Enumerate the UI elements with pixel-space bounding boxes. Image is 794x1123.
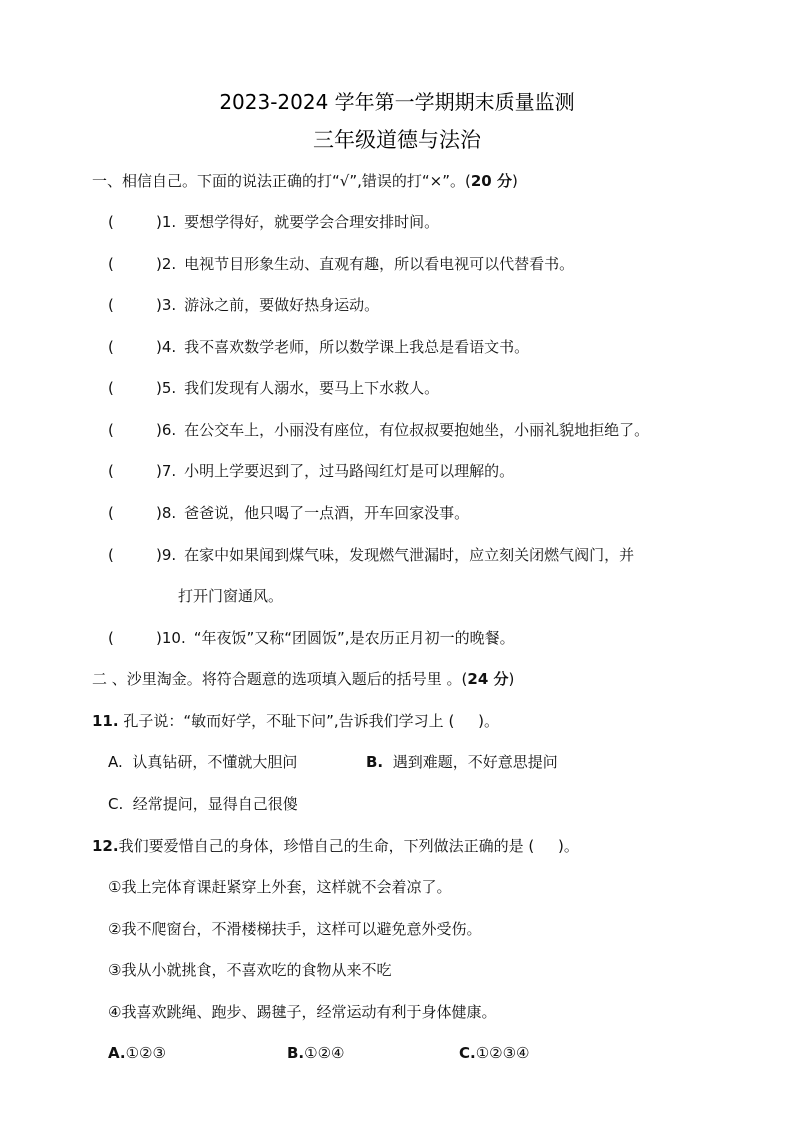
q11-option-a: A. 认真钻研，不懂就大胆问: [108, 753, 298, 771]
q12-statement-2: ②我不爬窗台，不滑楼梯扶手，这样可以避免意外受伤。: [108, 920, 482, 938]
tf-item-6: ( )6. 在公交车上，小丽没有座位，有位叔叔要抱她坐，小丽礼貌地拒绝了。: [108, 421, 650, 439]
tf-item-1: ( )1. 要想学得好，就要学会合理安排时间。: [108, 213, 440, 231]
exam-subtitle: 三年级道德与法治: [313, 128, 481, 152]
q12-answer-b: B.①②④: [287, 1044, 345, 1062]
tf-item-10: ( )10. “年夜饭”又称“团圆饭”,是农历正月初一的晚餐。: [108, 629, 515, 647]
q12-answer-a: A.①②③: [108, 1044, 166, 1062]
question-11: 11. 孔子说：“敏而好学，不耻下问”,告诉我们学习上 ( )。: [92, 712, 499, 730]
q12-statement-1: ①我上完体育课赶紧穿上外套，这样就不会着凉了。: [108, 878, 452, 896]
q12-statement-4: ④我喜欢跳绳、跑步、踢毽子，经常运动有利于身体健康。: [108, 1003, 497, 1021]
tf-item-5: ( )5. 我们发现有人溺水，要马上下水救人。: [108, 379, 440, 397]
exam-title: 2023-2024 学年第一学期期末质量监测: [219, 90, 575, 114]
section-2-heading: 二 、沙里淘金。将符合题意的选项填入题后的括号里 。(24 分): [92, 670, 515, 688]
q12-statement-3: ③我从小就挑食，不喜欢吃的食物从来不吃: [108, 961, 392, 979]
tf-item-3: ( )3. 游泳之前，要做好热身运动。: [108, 296, 380, 314]
section-2-score: 24 分: [467, 670, 509, 688]
q12-answer-c: C.①②③④: [459, 1044, 530, 1062]
question-12: 12.我们要爱惜自己的身体，珍惜自己的生命，下列做法正确的是 ( )。: [92, 837, 579, 855]
tf-item-2: ( )2. 电视节目形象生动、直观有趣，所以看电视可以代替看书。: [108, 255, 575, 273]
q11-option-c: C. 经常提问，显得自己很傻: [108, 795, 298, 813]
tf-item-4: ( )4. 我不喜欢数学老师，所以数学课上我总是看语文书。: [108, 338, 530, 356]
tf-item-7: ( )7. 小明上学要迟到了，过马路闯红灯是可以理解的。: [108, 462, 515, 480]
section-1-heading: 一、相信自己。下面的说法正确的打“√”,错误的打“×”。(20 分): [92, 172, 518, 190]
tf-item-9-continuation: 打开门窗通风。: [178, 587, 284, 605]
tf-item-8: ( )8. 爸爸说，他只喝了一点酒，开车回家没事。: [108, 504, 470, 522]
q11-option-b: B. 遇到难题，不好意思提问: [366, 753, 558, 771]
tf-item-9: ( )9. 在家中如果闻到煤气味，发现燃气泄漏时，应立刻关闭燃气阀门，并: [108, 546, 635, 564]
section-1-score: 20 分: [470, 172, 512, 190]
